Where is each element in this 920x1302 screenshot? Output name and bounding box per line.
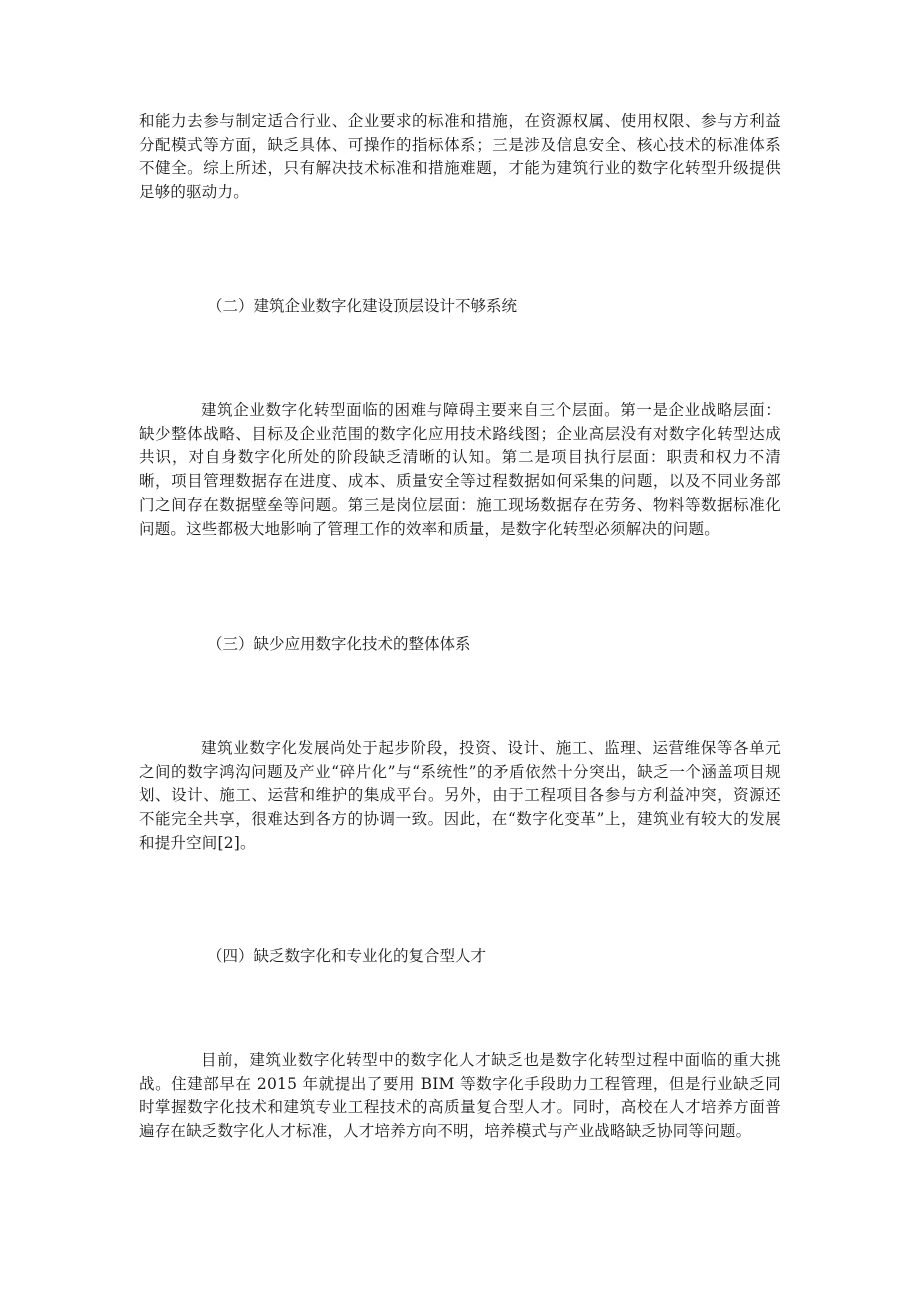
paragraph-transformation-obstacles: 建筑企业数字化转型面临的困难与障碍主要来自三个层面。第一是企业战略层面：缺少整体战略、目标及企业范围的数字化应用技术路线图；企业高层没有对数字化转型达成共识，对自身数字化所处的阶段缺乏清晰的认知。第二是项目执行层面：职责和权力不清晰，项目管理数据存在进度、成本、质量安全等过程数据如何采集的问题，以及不同业务部门之间存在数据壁垒等问题。第三是岗位层面：施工现场数据存在劳务、物料等数据标准化问题。这些都极大地影响了管理工作的效率和质量，是数字化转型必须解决的问题。 bbox=[139, 401, 781, 538]
section-heading-4: （四）缺乏数字化和专业化的复合型人才 bbox=[207, 947, 487, 965]
section-heading-3: （三）缺少应用数字化技术的整体体系 bbox=[207, 635, 471, 653]
paragraph-talent-shortage: 目前，建筑业数字化转型中的数字化人才缺乏也是数字化转型过程中面临的重大挑战。住建部早在 2015 年就提出了要用 BIM 等数字化手段助力工程管理，但是行业缺乏同时掌握数字化技术和建筑专业工程技术的高质量复合型人才。同时，高校在人才培养方面普遍存在缺乏数字化人才标准，人才培养方向不明，培养模式与产业战略缺乏协同等问题。 bbox=[139, 1051, 781, 1141]
paragraph-integration-platform: 建筑业数字化发展尚处于起步阶段，投资、设计、施工、监理、运营维保等各单元之间的数字鸿沟问题及产业“碎片化”与“系统性”的矛盾依然十分突出，缺乏一个涵盖项目规划、设计、施工、运营和维护的集成平台。另外，由于工程项目各参与方利益冲突，资源还不能完全共享，很难达到各方的协调一致。因此，在“数字化变革”上，建筑业有较大的发展和提升空间[2]。 bbox=[139, 739, 781, 852]
paragraph-standards-summary: 和能力去参与制定适合行业、企业要求的标准和措施，在资源权属、使用权限、参与方利益分配模式等方面，缺乏具体、可操作的指标体系；三是涉及信息安全、核心技术的标准体系不健全。综上所述，只有解决技术标准和措施难题，才能为建筑行业的数字化转型升级提供足够的驱动力。 bbox=[139, 112, 781, 202]
section-heading-2: （二）建筑企业数字化建设顶层设计不够系统 bbox=[207, 297, 518, 315]
